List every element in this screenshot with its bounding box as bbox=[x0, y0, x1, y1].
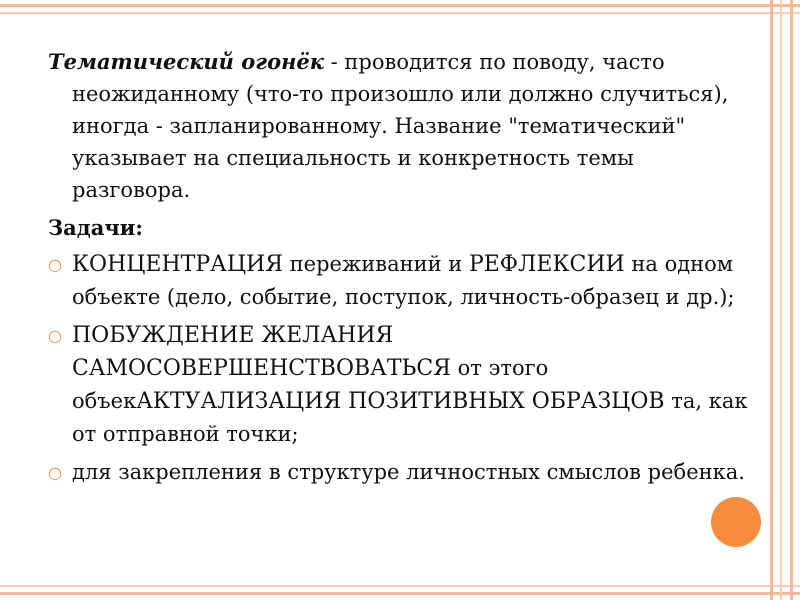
task-2-caps: ПОБУЖДЕНИЕ ЖЕЛАНИЯ САМОСОВЕРШЕНСТВОВАТЬСЯ bbox=[72, 323, 451, 381]
frame-top-outer-line bbox=[0, 4, 800, 7]
intro-text: - проводится по поводу, часто неожиданному (что-то произошло или должно случиться), иногда - запланированному. Название "тематический" указывает на специальность и конкретность темы разговора. bbox=[72, 50, 729, 202]
frame-right-line-1 bbox=[770, 0, 773, 600]
task-item-1 bbox=[48, 248, 748, 313]
bullet-circle-icon: ○ bbox=[48, 463, 62, 482]
intro-paragraph bbox=[48, 46, 748, 206]
tasks-heading: Задачи: bbox=[48, 215, 144, 240]
tasks-list bbox=[48, 248, 748, 488]
decorative-circle bbox=[711, 497, 761, 547]
task-item-3 bbox=[48, 456, 748, 488]
frame-top-inner-line bbox=[0, 12, 800, 14]
task-1-text-2: на одном объекте (дело, событие, поступок, личность-образец и др.); bbox=[72, 252, 735, 309]
bullet-circle-icon: ○ bbox=[48, 255, 62, 274]
frame-bottom-outer-line bbox=[0, 592, 800, 595]
task-1-text-1: переживаний и bbox=[282, 252, 469, 276]
intro-term: Тематический огонёк bbox=[48, 49, 324, 74]
frame-right-line-3 bbox=[790, 0, 793, 600]
task-2-caps-2: АКТУАЛИЗАЦИЯ ПОЗИТИВНЫХ ОБРАЗЦОВ bbox=[136, 389, 665, 414]
task-item-2 bbox=[48, 319, 748, 450]
bullet-circle-icon: ○ bbox=[48, 326, 62, 345]
slide-content bbox=[48, 46, 748, 494]
task-2-text-2: та, как от отправной точки; bbox=[72, 389, 748, 446]
task-2-text-1: от этого объек bbox=[72, 356, 549, 413]
frame-right-line-2 bbox=[780, 0, 782, 600]
frame-bottom-inner-line bbox=[0, 585, 800, 587]
task-1-caps: КОНЦЕНТРАЦИЯ bbox=[72, 252, 283, 277]
task-3-text: для закрепления в структуре личностных смыслов ребенка. bbox=[72, 460, 745, 484]
task-1-caps-2: РЕФЛЕКСИИ bbox=[468, 252, 625, 277]
